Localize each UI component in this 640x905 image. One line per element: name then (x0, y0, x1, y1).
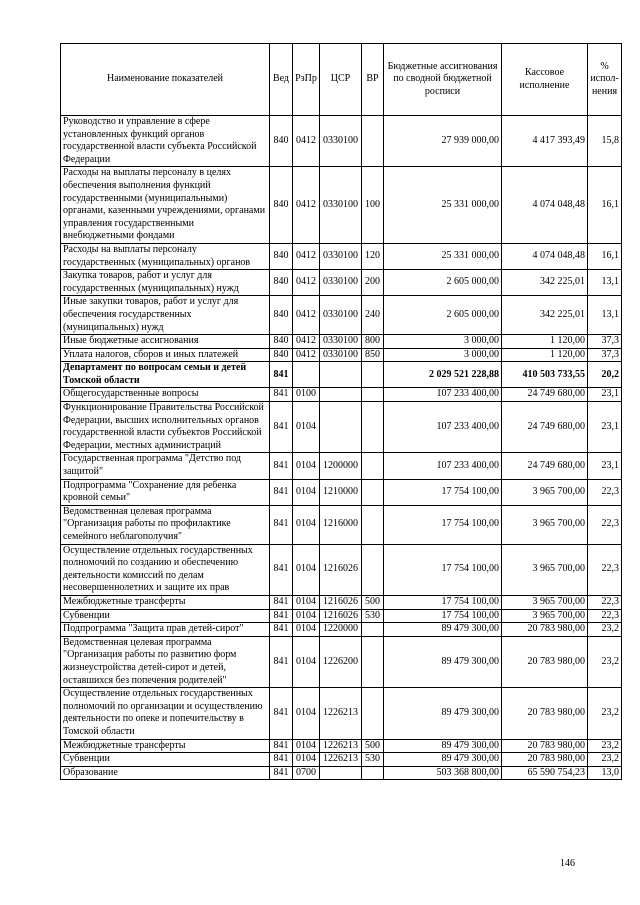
cell-rzpr: 0412 (293, 167, 320, 244)
cell-appropriations: 2 029 521 228,88 (384, 362, 502, 388)
cell-ved: 841 (270, 623, 293, 637)
cell-name: Иные закупки товаров, работ и услуг для обеспечения государственных (муниципальных) нужд (61, 296, 270, 335)
table-row (61, 402, 622, 453)
cell-percent: 37,3 (588, 348, 622, 362)
cell-csr: 1216000 (320, 505, 362, 544)
cell-cash: 3 965 700,00 (502, 595, 588, 609)
cell-cash: 4 074 048,48 (502, 243, 588, 269)
cell-csr (320, 362, 362, 388)
cell-name: Департамент по вопросам семьи и детей Томской области (61, 362, 270, 388)
cell-percent: 22,3 (588, 544, 622, 595)
cell-cash: 3 965 700,00 (502, 609, 588, 623)
cell-appropriations: 89 479 300,00 (384, 636, 502, 687)
cell-rzpr: 0412 (293, 335, 320, 349)
cell-vr (362, 362, 384, 388)
cell-ved: 840 (270, 167, 293, 244)
cell-rzpr: 0104 (293, 402, 320, 453)
cell-appropriations: 3 000,00 (384, 335, 502, 349)
cell-cash: 24 749 680,00 (502, 402, 588, 453)
cell-ved: 840 (270, 335, 293, 349)
cell-name: Осуществление отдельных государственных полномочий по созданию и обеспечению деятельности комиссий по делам несовершеннолетних и защите их прав (61, 544, 270, 595)
cell-ved: 841 (270, 688, 293, 739)
header-percent: % испол-нения (588, 44, 622, 116)
table-row (61, 243, 622, 269)
cell-cash: 342 225,01 (502, 270, 588, 296)
cell-percent: 13,1 (588, 296, 622, 335)
cell-name: Ведомственная целевая программа "Организация работы по профилактике семейного неблагополучия" (61, 505, 270, 544)
cell-rzpr: 0412 (293, 348, 320, 362)
header-ved: Вед (270, 44, 293, 116)
cell-appropriations: 27 939 000,00 (384, 116, 502, 167)
cell-rzpr: 0104 (293, 753, 320, 767)
cell-name: Общегосударственные вопросы (61, 388, 270, 402)
cell-csr: 1216026 (320, 544, 362, 595)
cell-vr: 500 (362, 739, 384, 753)
cell-ved: 841 (270, 766, 293, 780)
cell-appropriations: 17 754 100,00 (384, 544, 502, 595)
table-row (61, 609, 622, 623)
cell-name: Межбюджетные трансферты (61, 739, 270, 753)
cell-vr (362, 623, 384, 637)
cell-name: Осуществление отдельных государственных полномочий по организации и осуществлению деятельности по опеке и попечительству в Томской области (61, 688, 270, 739)
cell-percent: 22,3 (588, 479, 622, 505)
cell-appropriations: 17 754 100,00 (384, 505, 502, 544)
cell-csr: 0330100 (320, 296, 362, 335)
cell-cash: 20 783 980,00 (502, 636, 588, 687)
cell-vr (362, 453, 384, 479)
cell-vr (362, 116, 384, 167)
cell-name: Государственная программа "Детство под защитой" (61, 453, 270, 479)
cell-vr (362, 505, 384, 544)
cell-appropriations: 89 479 300,00 (384, 688, 502, 739)
budget-execution-table (60, 43, 622, 780)
cell-csr: 0330100 (320, 116, 362, 167)
cell-ved: 840 (270, 296, 293, 335)
cell-vr: 530 (362, 609, 384, 623)
cell-percent: 23,1 (588, 453, 622, 479)
header-csr: ЦСР (320, 44, 362, 116)
table-row (61, 116, 622, 167)
cell-percent: 22,3 (588, 505, 622, 544)
cell-name: Расходы на выплаты персоналу государственных (муниципальных) органов (61, 243, 270, 269)
cell-percent: 13,1 (588, 270, 622, 296)
cell-cash: 342 225,01 (502, 296, 588, 335)
cell-percent: 37,3 (588, 335, 622, 349)
page-number: 146 (560, 858, 575, 869)
cell-appropriations: 89 479 300,00 (384, 739, 502, 753)
cell-cash: 20 783 980,00 (502, 688, 588, 739)
cell-rzpr: 0412 (293, 116, 320, 167)
table-row (61, 623, 622, 637)
cell-name: Межбюджетные трансферты (61, 595, 270, 609)
cell-rzpr: 0104 (293, 544, 320, 595)
cell-rzpr: 0104 (293, 623, 320, 637)
cell-vr: 240 (362, 296, 384, 335)
cell-csr: 0330100 (320, 167, 362, 244)
cell-ved: 841 (270, 453, 293, 479)
cell-percent: 23,2 (588, 753, 622, 767)
cell-csr: 1226200 (320, 636, 362, 687)
cell-rzpr: 0104 (293, 595, 320, 609)
cell-percent: 22,3 (588, 609, 622, 623)
cell-percent: 15,8 (588, 116, 622, 167)
cell-csr: 1220000 (320, 623, 362, 637)
cell-name: Руководство и управление в сфере установленных функций органов государственной власти субъекта Российской Федерации (61, 116, 270, 167)
cell-appropriations: 107 233 400,00 (384, 388, 502, 402)
cell-vr (362, 388, 384, 402)
table-row (61, 453, 622, 479)
cell-name: Субвенции (61, 609, 270, 623)
cell-cash: 20 783 980,00 (502, 623, 588, 637)
cell-ved: 841 (270, 739, 293, 753)
cell-cash: 410 503 733,55 (502, 362, 588, 388)
cell-ved: 841 (270, 362, 293, 388)
cell-csr (320, 402, 362, 453)
header-name: Наименование показателей (61, 44, 270, 116)
cell-csr (320, 766, 362, 780)
cell-rzpr: 0104 (293, 739, 320, 753)
cell-name: Подпрограмма "Защита прав детей-сирот" (61, 623, 270, 637)
table-row (61, 766, 622, 780)
cell-vr: 120 (362, 243, 384, 269)
cell-cash: 24 749 680,00 (502, 453, 588, 479)
cell-ved: 841 (270, 402, 293, 453)
table-row (61, 753, 622, 767)
table-row (61, 595, 622, 609)
cell-vr (362, 636, 384, 687)
table-row (61, 544, 622, 595)
table-row (61, 335, 622, 349)
cell-cash: 20 783 980,00 (502, 753, 588, 767)
table-row (61, 636, 622, 687)
cell-csr: 1226213 (320, 753, 362, 767)
cell-percent: 23,2 (588, 636, 622, 687)
cell-percent: 22,3 (588, 595, 622, 609)
header-appropriations: Бюджетные ассигнования по сводной бюджетной росписи (384, 44, 502, 116)
cell-vr (362, 402, 384, 453)
cell-name: Закупка товаров, работ и услуг для государственных (муниципальных) нужд (61, 270, 270, 296)
cell-name: Подпрограмма "Сохранение для ребенка кровной семьи" (61, 479, 270, 505)
cell-rzpr: 0104 (293, 609, 320, 623)
table-row (61, 270, 622, 296)
cell-appropriations: 17 754 100,00 (384, 479, 502, 505)
cell-vr: 100 (362, 167, 384, 244)
table-row (61, 348, 622, 362)
cell-vr (362, 544, 384, 595)
cell-ved: 841 (270, 595, 293, 609)
cell-csr: 1216026 (320, 595, 362, 609)
cell-cash: 1 120,00 (502, 335, 588, 349)
cell-vr: 800 (362, 335, 384, 349)
cell-csr (320, 388, 362, 402)
cell-percent: 23,2 (588, 688, 622, 739)
table-row (61, 505, 622, 544)
cell-appropriations: 17 754 100,00 (384, 609, 502, 623)
cell-appropriations: 89 479 300,00 (384, 623, 502, 637)
cell-percent: 23,2 (588, 739, 622, 753)
cell-csr: 1210000 (320, 479, 362, 505)
cell-vr (362, 479, 384, 505)
cell-rzpr: 0412 (293, 296, 320, 335)
cell-appropriations: 89 479 300,00 (384, 753, 502, 767)
cell-rzpr: 0100 (293, 388, 320, 402)
cell-rzpr: 0104 (293, 479, 320, 505)
cell-vr (362, 766, 384, 780)
cell-cash: 4 074 048,48 (502, 167, 588, 244)
cell-name: Иные бюджетные ассигнования (61, 335, 270, 349)
table-row (61, 167, 622, 244)
table-row (61, 362, 622, 388)
cell-csr: 0330100 (320, 348, 362, 362)
cell-rzpr: 0700 (293, 766, 320, 780)
cell-rzpr: 0104 (293, 636, 320, 687)
cell-cash: 4 417 393,49 (502, 116, 588, 167)
header-vr: ВР (362, 44, 384, 116)
header-cash: Кассовое исполнение (502, 44, 588, 116)
cell-vr: 530 (362, 753, 384, 767)
cell-percent: 16,1 (588, 243, 622, 269)
table-row (61, 479, 622, 505)
cell-csr: 0330100 (320, 243, 362, 269)
cell-cash: 3 965 700,00 (502, 505, 588, 544)
cell-vr: 850 (362, 348, 384, 362)
cell-cash: 20 783 980,00 (502, 739, 588, 753)
cell-csr: 1200000 (320, 453, 362, 479)
cell-appropriations: 107 233 400,00 (384, 402, 502, 453)
cell-ved: 840 (270, 116, 293, 167)
cell-cash: 1 120,00 (502, 348, 588, 362)
cell-ved: 841 (270, 388, 293, 402)
cell-cash: 24 749 680,00 (502, 388, 588, 402)
cell-csr: 0330100 (320, 335, 362, 349)
cell-ved: 841 (270, 636, 293, 687)
cell-rzpr: 0104 (293, 453, 320, 479)
cell-percent: 23,1 (588, 402, 622, 453)
cell-vr (362, 688, 384, 739)
cell-appropriations: 25 331 000,00 (384, 243, 502, 269)
cell-percent: 16,1 (588, 167, 622, 244)
cell-ved: 841 (270, 609, 293, 623)
cell-rzpr: 0104 (293, 688, 320, 739)
cell-appropriations: 2 605 000,00 (384, 270, 502, 296)
cell-percent: 13,0 (588, 766, 622, 780)
cell-percent: 23,2 (588, 623, 622, 637)
cell-cash: 3 965 700,00 (502, 479, 588, 505)
cell-ved: 840 (270, 270, 293, 296)
cell-rzpr (293, 362, 320, 388)
cell-vr: 500 (362, 595, 384, 609)
cell-percent: 20,2 (588, 362, 622, 388)
table-row (61, 739, 622, 753)
table-row (61, 296, 622, 335)
cell-ved: 840 (270, 348, 293, 362)
cell-appropriations: 2 605 000,00 (384, 296, 502, 335)
header-rzpr: РзПр (293, 44, 320, 116)
cell-name: Ведомственная целевая программа "Организация работы по развитию форм жизнеустройства детей-сирот и детей, оставшихся без попечения родителей" (61, 636, 270, 687)
cell-appropriations: 17 754 100,00 (384, 595, 502, 609)
cell-ved: 841 (270, 505, 293, 544)
cell-appropriations: 107 233 400,00 (384, 453, 502, 479)
cell-appropriations: 25 331 000,00 (384, 167, 502, 244)
cell-name: Уплата налогов, сборов и иных платежей (61, 348, 270, 362)
cell-csr: 1226213 (320, 688, 362, 739)
cell-ved: 841 (270, 753, 293, 767)
cell-rzpr: 0104 (293, 505, 320, 544)
cell-ved: 841 (270, 479, 293, 505)
cell-vr: 200 (362, 270, 384, 296)
table-row (61, 688, 622, 739)
table-row (61, 388, 622, 402)
cell-rzpr: 0412 (293, 243, 320, 269)
cell-cash: 65 590 754,23 (502, 766, 588, 780)
cell-name: Расходы на выплаты персоналу в целях обеспечения выполнения функций государственными (муниципальными) органами, казенными учреждениями, органами управления государственными внебюджетными фондами (61, 167, 270, 244)
cell-appropriations: 3 000,00 (384, 348, 502, 362)
cell-csr: 0330100 (320, 270, 362, 296)
cell-cash: 3 965 700,00 (502, 544, 588, 595)
cell-rzpr: 0412 (293, 270, 320, 296)
cell-csr: 1226213 (320, 739, 362, 753)
cell-ved: 841 (270, 544, 293, 595)
cell-name: Субвенции (61, 753, 270, 767)
cell-appropriations: 503 368 800,00 (384, 766, 502, 780)
cell-percent: 23,1 (588, 388, 622, 402)
cell-ved: 840 (270, 243, 293, 269)
header-row (61, 44, 622, 116)
cell-name: Образование (61, 766, 270, 780)
cell-csr: 1216026 (320, 609, 362, 623)
cell-name: Функционирование Правительства Российской Федерации, высших исполнительных органов государственной власти субъектов Российской Федерации, местных администраций (61, 402, 270, 453)
